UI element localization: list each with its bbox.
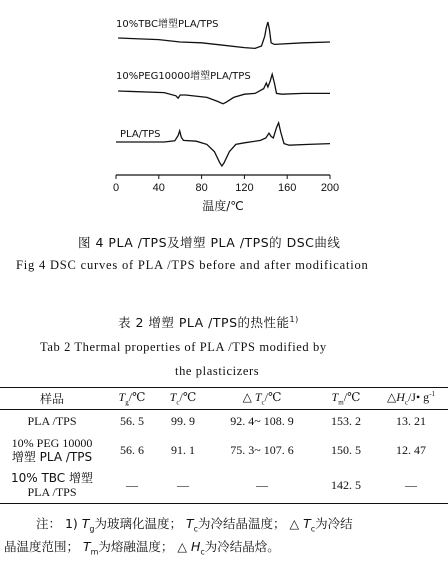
header-dtc xyxy=(206,388,318,410)
x-tick-label: 80 xyxy=(195,182,208,194)
header-sample xyxy=(0,388,104,410)
header-tc-unit: /℃ xyxy=(179,390,197,405)
cell-dtc: 92. 4~ 108. 9 xyxy=(230,413,294,428)
series-label: PLA/TPS xyxy=(120,129,161,140)
cell-tg: — xyxy=(104,468,160,504)
header-tm-unit: /℃ xyxy=(343,390,361,405)
header-dhc-sup: -1 xyxy=(429,390,436,399)
header-tg xyxy=(104,388,160,410)
table-title-footnote-mark: 1) xyxy=(289,314,299,324)
note-dtc-text: 为冷结 xyxy=(315,516,353,531)
header-tc-symbol: T xyxy=(169,390,177,405)
note-tg-text: 为玻璃化温度； xyxy=(94,516,186,531)
header-tg-sub: g xyxy=(125,398,129,407)
header-dtc-delta: △ xyxy=(242,390,252,405)
cell-sample-line1: PLA /TPS xyxy=(27,413,77,428)
figure-caption-en: Fig 4 DSC curves of PLA /TPS before and after modification xyxy=(16,258,369,272)
note-tg-symbol: T xyxy=(81,516,90,531)
note-prefix: 注： 1) xyxy=(36,516,82,531)
series-label: 10%PEG10000增塑PLA/TPS xyxy=(116,71,251,82)
note-tm-symbol: T xyxy=(82,539,91,554)
cell-sample-line2: 增塑 PLA /TPS xyxy=(11,449,93,464)
x-tick-label: 40 xyxy=(152,182,165,194)
cell-tg: 56. 6 xyxy=(120,442,144,457)
header-dtc-sub: c xyxy=(261,398,265,407)
note-tc-sub: c xyxy=(193,524,199,534)
header-tm-sub: m xyxy=(338,398,344,407)
table-row xyxy=(0,410,448,432)
header-tm-symbol: T xyxy=(331,390,339,405)
table-title-cn xyxy=(118,313,299,331)
note-tc-symbol: T xyxy=(185,516,194,531)
header-dtc-symbol: T xyxy=(254,390,262,405)
header-dtc-unit: /℃ xyxy=(264,390,282,405)
cell-sample-line2: PLA /TPS xyxy=(27,485,77,500)
cell-sample-line1: 10% TBC 增塑 xyxy=(10,471,94,486)
x-tick-label: 0 xyxy=(112,182,120,194)
note-line2-prefix: 晶温度范围； xyxy=(4,539,83,554)
x-tick-label: 120 xyxy=(235,182,254,194)
cell-tm: 150. 5 xyxy=(331,442,361,457)
cell-tg: 56. 5 xyxy=(120,413,144,428)
table-title-cn-text: 表 2 增塑 PLA /TPS的热性能 xyxy=(118,315,290,330)
note-tc-text: 为冷结晶温度； △ xyxy=(198,516,304,531)
note-dh-sub: c xyxy=(200,547,205,557)
header-sample-text: 样品 xyxy=(39,392,64,406)
note-dtc-symbol: T xyxy=(303,516,311,531)
table-row xyxy=(0,468,448,504)
cell-tc: 91. 1 xyxy=(171,442,195,457)
header-dhc-sub: c xyxy=(404,398,408,407)
cell-dtc: — xyxy=(206,468,318,504)
table-row xyxy=(0,432,448,468)
series-labels xyxy=(116,17,251,140)
header-tc-sub: c xyxy=(176,398,180,407)
cell-dhc: 13. 21 xyxy=(396,413,426,428)
header-tg-symbol: T xyxy=(118,390,126,405)
thermal-properties-table xyxy=(0,387,448,504)
table-header-row xyxy=(0,388,448,410)
note-dtc-sub: c xyxy=(310,524,316,534)
cell-dhc: 12. 47 xyxy=(396,442,426,457)
note-tg-sub: g xyxy=(89,524,95,534)
x-tick-label: 200 xyxy=(320,182,340,194)
dsc-chart xyxy=(0,0,448,232)
x-axis-label: 温度/℃ xyxy=(202,199,244,213)
cell-tm: 142. 5 xyxy=(318,468,374,504)
note-dh-text: 为冷结晶焓。 xyxy=(204,539,280,554)
table-note-line2 xyxy=(4,535,280,564)
header-dhc-delta: △ xyxy=(386,390,397,405)
dsc-curves xyxy=(116,22,330,166)
cell-sample xyxy=(0,468,104,504)
x-tick-label: 160 xyxy=(278,182,297,194)
cell-tc: 99. 9 xyxy=(171,413,195,428)
note-dh-symbol: H xyxy=(190,539,201,554)
cell-dhc: — xyxy=(374,468,448,504)
table-title-en-line2: the plasticizers xyxy=(175,364,260,378)
header-dhc-unit: /J• g xyxy=(407,390,430,405)
x-tick-labels xyxy=(113,182,339,194)
series-label: 10%TBC增塑PLA/TPS xyxy=(116,19,219,30)
cell-sample xyxy=(0,410,104,432)
header-tg-unit: /℃ xyxy=(128,390,146,405)
cell-sample xyxy=(0,432,104,468)
figure-caption-cn: 图 4 PLA /TPS及增塑 PLA /TPS的 DSC曲线 xyxy=(78,235,341,250)
header-tc xyxy=(160,388,206,410)
table-title-en-line1: Tab 2 Thermal properties of PLA /TPS modified by xyxy=(40,340,327,354)
x-axis xyxy=(116,175,330,179)
header-dhc xyxy=(374,388,448,410)
header-tm xyxy=(318,388,374,410)
cell-dtc: 75. 3~ 107. 6 xyxy=(230,442,294,457)
cell-tc: — xyxy=(160,468,206,504)
cell-sample-line1: 10% PEG 10000 xyxy=(11,435,93,450)
note-tm-text: 为熔融温度； △ xyxy=(98,539,191,554)
cell-tm: 153. 2 xyxy=(331,413,361,428)
header-dhc-symbol: H xyxy=(396,390,405,405)
note-tm-sub: m xyxy=(90,547,99,557)
